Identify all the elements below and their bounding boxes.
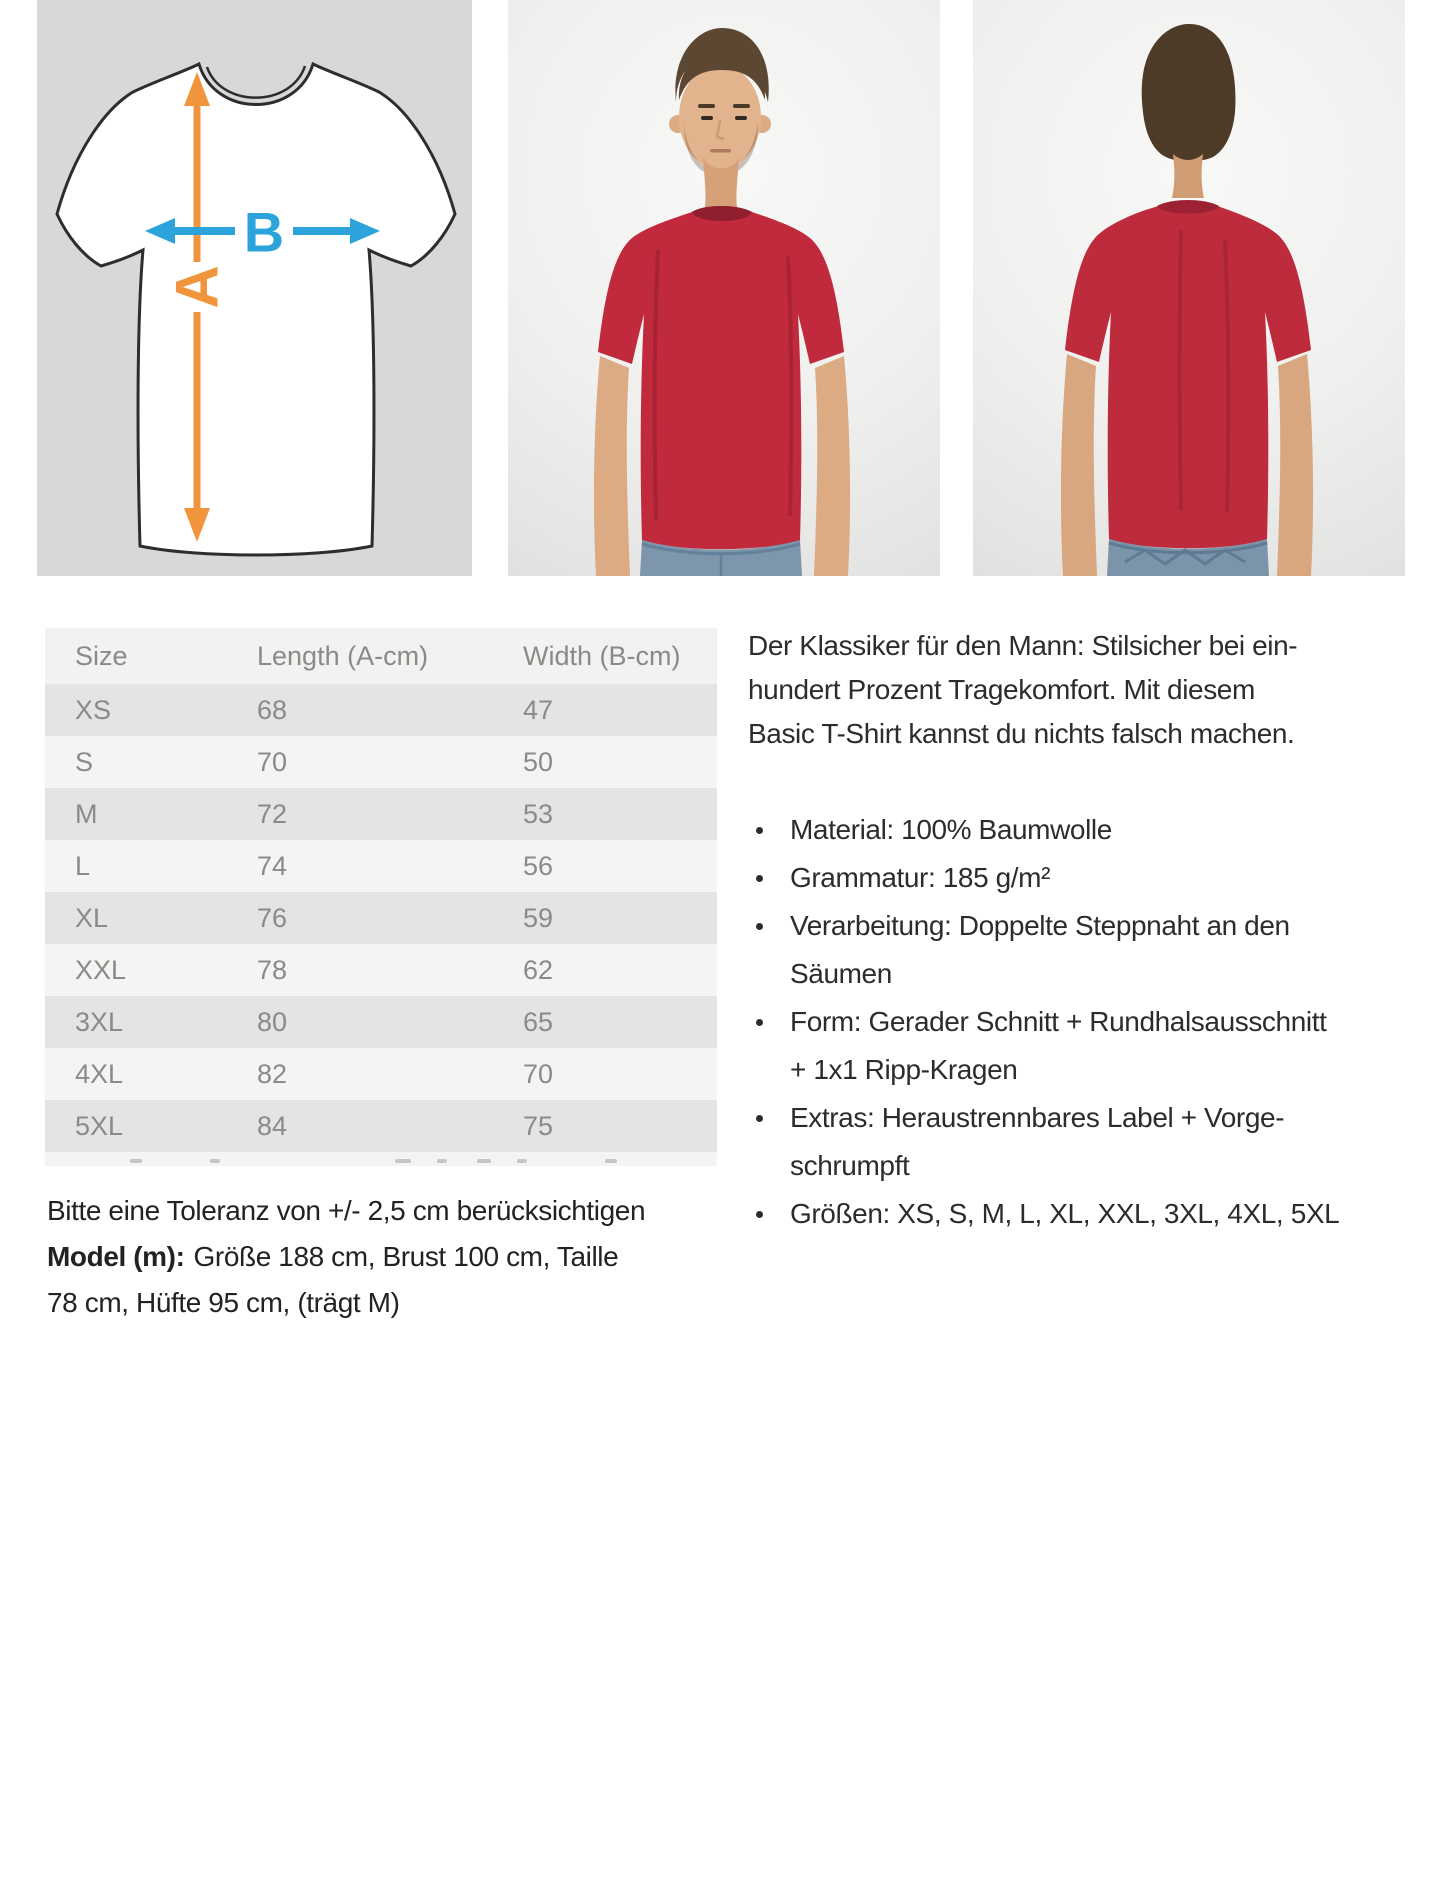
table-cutoff-row <box>45 1152 717 1166</box>
right-arm <box>814 356 850 576</box>
measurement-notes <box>47 1188 747 1326</box>
measurement-label-b: B <box>243 200 285 264</box>
tshirt-measurement-diagram <box>37 0 472 576</box>
column-header-length: Length (A-cm) <box>257 640 429 671</box>
model-back-photo-panel <box>973 0 1405 576</box>
size-table-header-row <box>45 628 717 684</box>
tshirt-front <box>598 206 844 549</box>
feature-item-groessen: Größen: XS, S, M, L, XL, XXL, 3XL, 4XL, 5XL <box>748 1190 1445 1238</box>
table-row: S 70 50 <box>45 736 717 788</box>
feature-item-extras: Extras: Heraustrennbares Label + Vorge- schrumpft <box>748 1094 1445 1190</box>
table-row: 5XL 84 75 <box>45 1100 717 1152</box>
table-row: XXL 78 62 <box>45 944 717 996</box>
feature-item-verarbeitung: Verarbeitung: Doppelte Steppnaht an den Säumen <box>748 902 1445 998</box>
product-description <box>748 624 1445 1238</box>
right-arm-back <box>1277 354 1313 576</box>
table-row: L 74 56 <box>45 840 717 892</box>
table-row: XL 76 59 <box>45 892 717 944</box>
size-diagram-panel <box>37 0 472 576</box>
table-row: M 72 53 <box>45 788 717 840</box>
column-header-width: Width (B-cm) <box>523 640 681 671</box>
model-back-illustration <box>973 0 1405 576</box>
model-front-photo-panel <box>508 0 940 576</box>
tshirt-outline <box>57 64 455 555</box>
table-row: XS 68 47 <box>45 684 717 736</box>
feature-item-grammatur: Grammatur: 185 g/m² <box>748 854 1445 902</box>
left-arm-back <box>1061 354 1097 576</box>
tolerance-note: Bitte eine Toleranz von +/- 2,5 cm berücksichtigen <box>47 1195 646 1226</box>
size-table <box>45 628 717 1166</box>
intro-line: hundert Prozent Tragekomfort. Mit diesem <box>748 674 1255 705</box>
intro-line: Der Klassiker für den Mann: Stilsicher bei ein- <box>748 630 1298 661</box>
model-info-text: Größe 188 cm, Brust 100 cm, Taille <box>193 1241 619 1272</box>
table-row: 3XL 80 65 <box>45 996 717 1048</box>
column-header-size: Size <box>75 640 128 671</box>
hair-back <box>1142 24 1236 161</box>
model-info-line1 <box>47 1234 747 1280</box>
measurement-label-a: A <box>163 265 231 309</box>
tshirt-back <box>1065 202 1311 549</box>
model-label: Model (m): <box>47 1241 185 1272</box>
left-arm <box>594 356 630 576</box>
feature-item-form: Form: Gerader Schnitt + Rundhalsausschnitt + 1x1 Ripp-Kragen <box>748 998 1445 1094</box>
neck-back <box>1172 154 1204 198</box>
feature-list <box>748 806 1445 1238</box>
description-intro <box>748 624 1445 756</box>
model-front-illustration <box>508 0 940 576</box>
feature-item-material: Material: 100% Baumwolle <box>748 806 1445 854</box>
table-row: 4XL 82 70 <box>45 1048 717 1100</box>
model-info-line2: 78 cm, Hüfte 95 cm, (trägt M) <box>47 1287 400 1318</box>
intro-line: Basic T-Shirt kannst du nichts falsch machen. <box>748 718 1295 749</box>
